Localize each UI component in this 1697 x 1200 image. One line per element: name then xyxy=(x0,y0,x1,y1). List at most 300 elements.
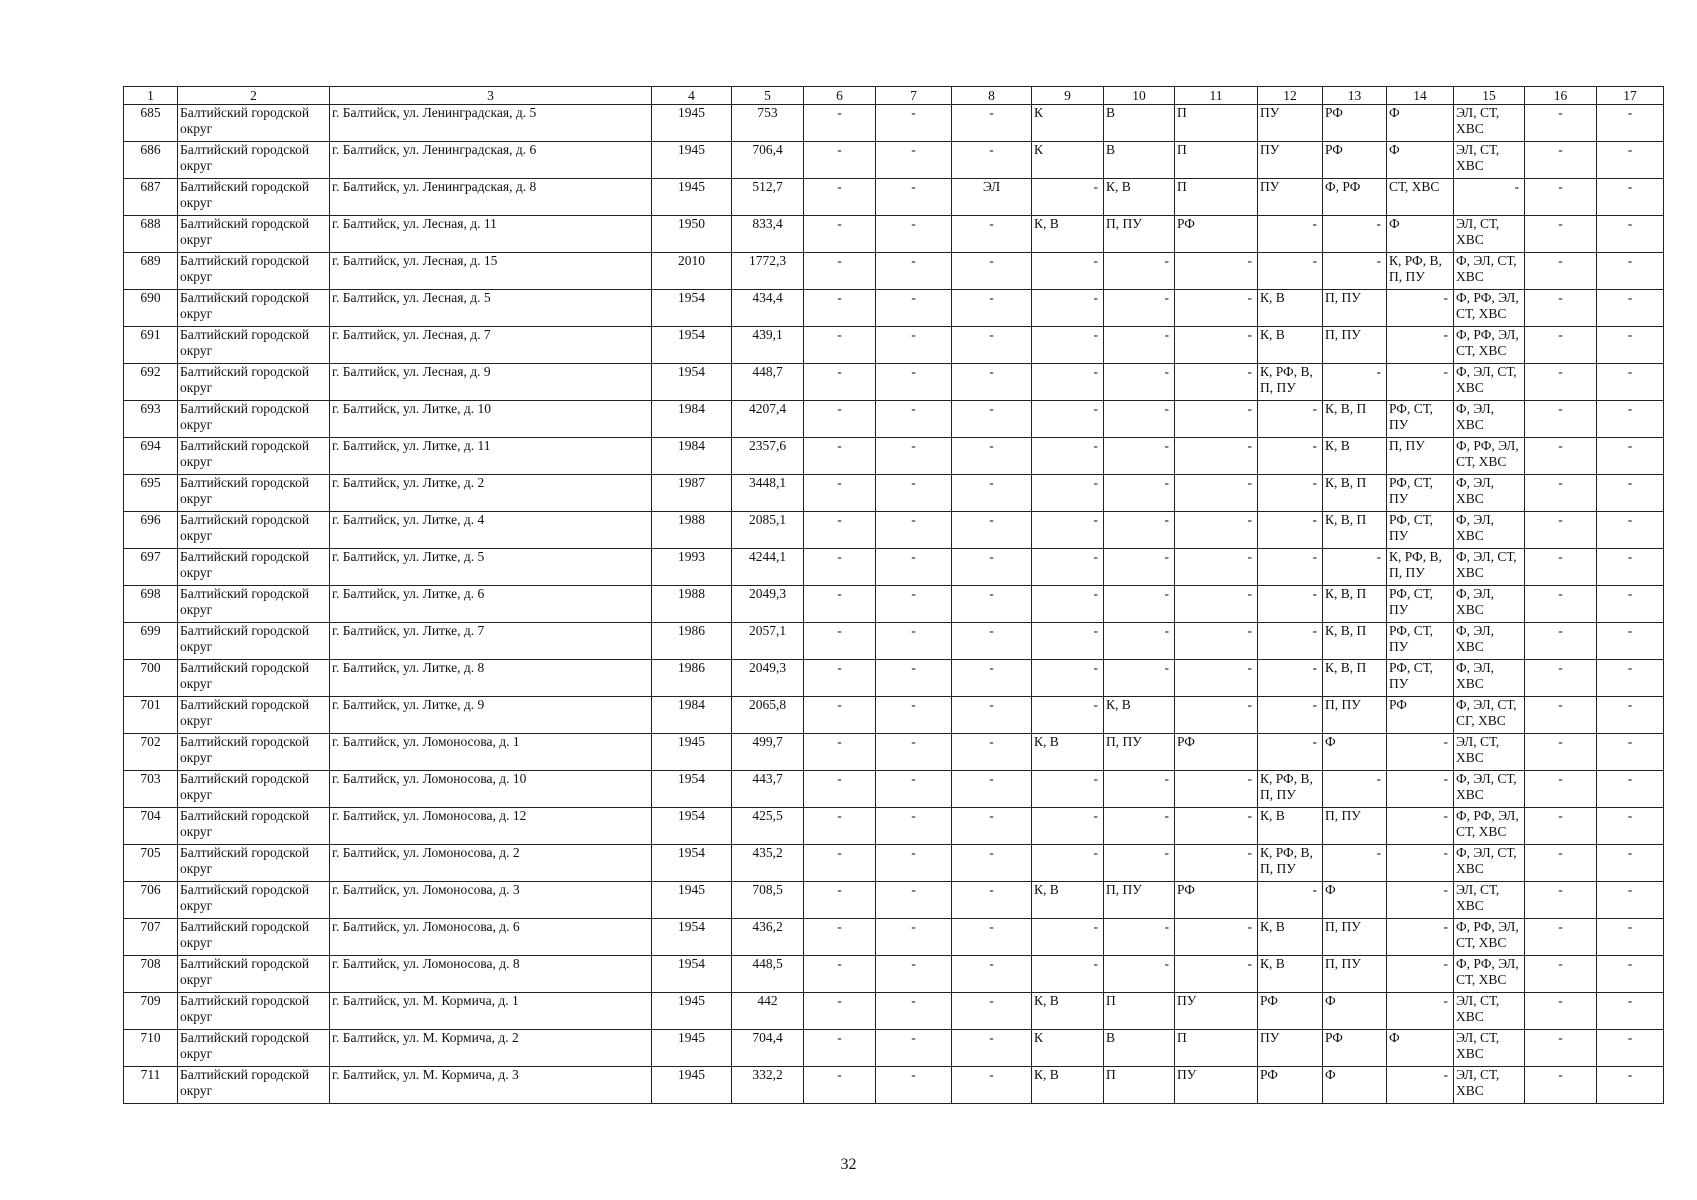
table-row xyxy=(124,438,1664,475)
table-row xyxy=(124,216,1664,253)
cell-col-13: П, ПУ xyxy=(1323,290,1387,327)
cell-row-number: 688 xyxy=(124,216,178,253)
cell-col-13: К, В, П xyxy=(1323,623,1387,660)
cell-area: 499,7 xyxy=(732,734,804,771)
cell-year-built: 2010 xyxy=(652,253,732,290)
cell-address: г. Балтийск, ул. Лесная, д. 5 xyxy=(330,290,652,327)
cell-col-11: - xyxy=(1175,549,1258,586)
cell-col-12: ПУ xyxy=(1258,179,1323,216)
cell-col-16: - xyxy=(1525,956,1597,993)
cell-col-6: - xyxy=(804,179,876,216)
cell-col-15: ЭЛ, СТ, ХВС xyxy=(1454,1067,1525,1104)
table-row xyxy=(124,549,1664,586)
cell-area: 4244,1 xyxy=(732,549,804,586)
cell-col-8: - xyxy=(952,364,1032,401)
cell-col-15: Ф, ЭЛ, СТ, ХВС xyxy=(1454,253,1525,290)
cell-col-10: - xyxy=(1104,660,1175,697)
cell-col-16: - xyxy=(1525,438,1597,475)
cell-year-built: 1954 xyxy=(652,845,732,882)
cell-municipality: Балтийский городской округ xyxy=(178,956,330,993)
cell-col-13: К, В xyxy=(1323,438,1387,475)
cell-col-10: - xyxy=(1104,512,1175,549)
cell-col-7: - xyxy=(876,919,952,956)
cell-year-built: 1984 xyxy=(652,438,732,475)
cell-col-6: - xyxy=(804,105,876,142)
cell-col-11: П xyxy=(1175,1030,1258,1067)
cell-area: 448,5 xyxy=(732,956,804,993)
cell-address: г. Балтийск, ул. Ломоносова, д. 2 xyxy=(330,845,652,882)
cell-col-15: Ф, ЭЛ, СТ, ХВС xyxy=(1454,364,1525,401)
cell-row-number: 711 xyxy=(124,1067,178,1104)
cell-col-9: - xyxy=(1032,623,1104,660)
cell-row-number: 696 xyxy=(124,512,178,549)
cell-col-15: Ф, ЭЛ, ХВС xyxy=(1454,401,1525,438)
cell-col-14: - xyxy=(1387,993,1454,1030)
cell-col-10: В xyxy=(1104,1030,1175,1067)
cell-col-12: ПУ xyxy=(1258,105,1323,142)
cell-col-7: - xyxy=(876,475,952,512)
column-header-8: 8 xyxy=(952,87,1032,105)
cell-col-11: ПУ xyxy=(1175,993,1258,1030)
column-header-2: 2 xyxy=(178,87,330,105)
cell-col-11: - xyxy=(1175,845,1258,882)
cell-year-built: 1945 xyxy=(652,179,732,216)
cell-area: 2049,3 xyxy=(732,586,804,623)
cell-col-14: К, РФ, В, П, ПУ xyxy=(1387,549,1454,586)
cell-col-15: Ф, ЭЛ, ХВС xyxy=(1454,512,1525,549)
cell-address: г. Балтийск, ул. Ломоносова, д. 12 xyxy=(330,808,652,845)
cell-col-17: - xyxy=(1597,734,1664,771)
cell-col-8: - xyxy=(952,697,1032,734)
cell-col-13: РФ xyxy=(1323,142,1387,179)
cell-row-number: 691 xyxy=(124,327,178,364)
cell-municipality: Балтийский городской округ xyxy=(178,105,330,142)
cell-col-15: Ф, РФ, ЭЛ, СТ, ХВС xyxy=(1454,438,1525,475)
cell-col-11: - xyxy=(1175,771,1258,808)
cell-col-6: - xyxy=(804,734,876,771)
cell-col-11: - xyxy=(1175,512,1258,549)
cell-row-number: 692 xyxy=(124,364,178,401)
cell-area: 425,5 xyxy=(732,808,804,845)
cell-row-number: 689 xyxy=(124,253,178,290)
cell-col-12: - xyxy=(1258,438,1323,475)
cell-col-9: - xyxy=(1032,660,1104,697)
cell-col-14: - xyxy=(1387,808,1454,845)
cell-col-9: К, В xyxy=(1032,882,1104,919)
cell-address: г. Балтийск, ул. Ломоносова, д. 1 xyxy=(330,734,652,771)
cell-address: г. Балтийск, ул. Ленинградская, д. 8 xyxy=(330,179,652,216)
cell-row-number: 707 xyxy=(124,919,178,956)
cell-col-6: - xyxy=(804,1030,876,1067)
cell-col-16: - xyxy=(1525,919,1597,956)
cell-municipality: Балтийский городской округ xyxy=(178,845,330,882)
column-header-17: 17 xyxy=(1597,87,1664,105)
cell-col-6: - xyxy=(804,142,876,179)
cell-col-10: - xyxy=(1104,771,1175,808)
cell-municipality: Балтийский городской округ xyxy=(178,549,330,586)
cell-col-9: - xyxy=(1032,956,1104,993)
cell-col-14: П, ПУ xyxy=(1387,438,1454,475)
cell-col-15: ЭЛ, СТ, ХВС xyxy=(1454,993,1525,1030)
cell-col-8: - xyxy=(952,475,1032,512)
cell-address: г. Балтийск, ул. Лесная, д. 11 xyxy=(330,216,652,253)
cell-year-built: 1986 xyxy=(652,660,732,697)
cell-col-14: РФ, СТ, ПУ xyxy=(1387,623,1454,660)
column-header-12: 12 xyxy=(1258,87,1323,105)
cell-col-9: К, В xyxy=(1032,993,1104,1030)
cell-col-8: - xyxy=(952,1030,1032,1067)
cell-col-10: - xyxy=(1104,845,1175,882)
cell-address: г. Балтийск, ул. Ломоносова, д. 8 xyxy=(330,956,652,993)
cell-col-8: - xyxy=(952,253,1032,290)
cell-col-13: П, ПУ xyxy=(1323,327,1387,364)
cell-municipality: Балтийский городской округ xyxy=(178,327,330,364)
cell-col-13: К, В, П xyxy=(1323,660,1387,697)
cell-col-9: К, В xyxy=(1032,734,1104,771)
table-row xyxy=(124,142,1664,179)
table-row xyxy=(124,808,1664,845)
cell-col-8: - xyxy=(952,845,1032,882)
cell-col-16: - xyxy=(1525,660,1597,697)
cell-col-15: Ф, ЭЛ, ХВС xyxy=(1454,660,1525,697)
cell-area: 704,4 xyxy=(732,1030,804,1067)
cell-col-13: К, В, П xyxy=(1323,512,1387,549)
cell-col-17: - xyxy=(1597,364,1664,401)
cell-col-9: - xyxy=(1032,401,1104,438)
cell-col-15: Ф, РФ, ЭЛ, СТ, ХВС xyxy=(1454,808,1525,845)
cell-col-6: - xyxy=(804,549,876,586)
cell-col-10: - xyxy=(1104,586,1175,623)
cell-col-14: РФ, СТ, ПУ xyxy=(1387,660,1454,697)
table-body xyxy=(124,105,1664,1104)
cell-col-8: - xyxy=(952,290,1032,327)
cell-col-7: - xyxy=(876,1067,952,1104)
cell-col-9: - xyxy=(1032,290,1104,327)
cell-area: 434,4 xyxy=(732,290,804,327)
cell-address: г. Балтийск, ул. Ленинградская, д. 6 xyxy=(330,142,652,179)
cell-col-7: - xyxy=(876,290,952,327)
table-row xyxy=(124,586,1664,623)
cell-col-14: - xyxy=(1387,1067,1454,1104)
table-row xyxy=(124,697,1664,734)
cell-col-15: ЭЛ, СТ, ХВС xyxy=(1454,142,1525,179)
cell-col-9: - xyxy=(1032,512,1104,549)
cell-col-9: К xyxy=(1032,105,1104,142)
cell-area: 435,2 xyxy=(732,845,804,882)
cell-col-13: - xyxy=(1323,253,1387,290)
cell-col-13: РФ xyxy=(1323,1030,1387,1067)
cell-col-12: - xyxy=(1258,660,1323,697)
cell-col-10: - xyxy=(1104,919,1175,956)
cell-municipality: Балтийский городской округ xyxy=(178,142,330,179)
column-header-10: 10 xyxy=(1104,87,1175,105)
cell-col-8: - xyxy=(952,438,1032,475)
cell-col-16: - xyxy=(1525,993,1597,1030)
cell-col-17: - xyxy=(1597,253,1664,290)
cell-col-11: - xyxy=(1175,586,1258,623)
cell-col-6: - xyxy=(804,216,876,253)
cell-col-13: Ф xyxy=(1323,1067,1387,1104)
cell-col-13: - xyxy=(1323,549,1387,586)
cell-col-10: П xyxy=(1104,993,1175,1030)
cell-year-built: 1988 xyxy=(652,512,732,549)
cell-col-9: - xyxy=(1032,808,1104,845)
cell-col-10: П, ПУ xyxy=(1104,216,1175,253)
table-header-row xyxy=(124,87,1664,105)
cell-col-11: - xyxy=(1175,401,1258,438)
cell-year-built: 1945 xyxy=(652,993,732,1030)
cell-col-8: - xyxy=(952,401,1032,438)
cell-col-6: - xyxy=(804,808,876,845)
cell-col-8: - xyxy=(952,734,1032,771)
column-header-3: 3 xyxy=(330,87,652,105)
cell-col-7: - xyxy=(876,401,952,438)
cell-col-7: - xyxy=(876,623,952,660)
cell-year-built: 1954 xyxy=(652,290,732,327)
cell-col-12: - xyxy=(1258,623,1323,660)
cell-municipality: Балтийский городской округ xyxy=(178,179,330,216)
cell-col-14: Ф xyxy=(1387,1030,1454,1067)
cell-col-17: - xyxy=(1597,512,1664,549)
cell-col-7: - xyxy=(876,1030,952,1067)
cell-area: 443,7 xyxy=(732,771,804,808)
cell-col-8: - xyxy=(952,660,1032,697)
cell-area: 436,2 xyxy=(732,919,804,956)
cell-municipality: Балтийский городской округ xyxy=(178,1030,330,1067)
cell-address: г. Балтийск, ул. Литке, д. 4 xyxy=(330,512,652,549)
cell-col-17: - xyxy=(1597,475,1664,512)
column-header-13: 13 xyxy=(1323,87,1387,105)
cell-col-8: - xyxy=(952,771,1032,808)
cell-col-6: - xyxy=(804,660,876,697)
cell-area: 708,5 xyxy=(732,882,804,919)
cell-col-6: - xyxy=(804,697,876,734)
cell-col-15: ЭЛ, СТ, ХВС xyxy=(1454,882,1525,919)
cell-col-13: Ф xyxy=(1323,993,1387,1030)
cell-col-12: РФ xyxy=(1258,993,1323,1030)
cell-col-16: - xyxy=(1525,771,1597,808)
cell-col-17: - xyxy=(1597,586,1664,623)
cell-col-7: - xyxy=(876,142,952,179)
cell-year-built: 1954 xyxy=(652,771,732,808)
cell-area: 3448,1 xyxy=(732,475,804,512)
cell-col-16: - xyxy=(1525,105,1597,142)
table-row xyxy=(124,327,1664,364)
cell-col-17: - xyxy=(1597,105,1664,142)
cell-municipality: Балтийский городской округ xyxy=(178,734,330,771)
cell-col-11: - xyxy=(1175,438,1258,475)
cell-col-11: РФ xyxy=(1175,882,1258,919)
cell-col-8: - xyxy=(952,549,1032,586)
cell-col-14: - xyxy=(1387,845,1454,882)
cell-row-number: 699 xyxy=(124,623,178,660)
cell-year-built: 1987 xyxy=(652,475,732,512)
column-header-5: 5 xyxy=(732,87,804,105)
cell-col-11: П xyxy=(1175,179,1258,216)
cell-col-11: - xyxy=(1175,956,1258,993)
cell-col-13: - xyxy=(1323,216,1387,253)
table-row xyxy=(124,660,1664,697)
cell-col-11: - xyxy=(1175,290,1258,327)
cell-col-13: П, ПУ xyxy=(1323,808,1387,845)
cell-col-15: ЭЛ, СТ, ХВС xyxy=(1454,216,1525,253)
cell-area: 512,7 xyxy=(732,179,804,216)
cell-col-8: - xyxy=(952,808,1032,845)
cell-year-built: 1984 xyxy=(652,401,732,438)
table-row xyxy=(124,993,1664,1030)
cell-col-13: РФ xyxy=(1323,105,1387,142)
cell-col-7: - xyxy=(876,105,952,142)
cell-municipality: Балтийский городской округ xyxy=(178,253,330,290)
cell-row-number: 701 xyxy=(124,697,178,734)
cell-col-11: - xyxy=(1175,623,1258,660)
cell-col-12: ПУ xyxy=(1258,1030,1323,1067)
cell-col-14: К, РФ, В, П, ПУ xyxy=(1387,253,1454,290)
cell-col-9: - xyxy=(1032,475,1104,512)
table-row xyxy=(124,1067,1664,1104)
cell-address: г. Балтийск, ул. Лесная, д. 7 xyxy=(330,327,652,364)
cell-col-17: - xyxy=(1597,882,1664,919)
cell-year-built: 1954 xyxy=(652,808,732,845)
cell-col-11: РФ xyxy=(1175,216,1258,253)
cell-area: 2057,1 xyxy=(732,623,804,660)
cell-address: г. Балтийск, ул. Литке, д. 9 xyxy=(330,697,652,734)
cell-col-17: - xyxy=(1597,660,1664,697)
cell-col-12: - xyxy=(1258,216,1323,253)
cell-col-9: К, В xyxy=(1032,216,1104,253)
cell-municipality: Балтийский городской округ xyxy=(178,623,330,660)
cell-col-15: ЭЛ, СТ, ХВС xyxy=(1454,1030,1525,1067)
cell-address: г. Балтийск, ул. Литке, д. 11 xyxy=(330,438,652,475)
cell-col-16: - xyxy=(1525,475,1597,512)
cell-address: г. Балтийск, ул. Литке, д. 2 xyxy=(330,475,652,512)
cell-col-16: - xyxy=(1525,512,1597,549)
cell-col-9: - xyxy=(1032,697,1104,734)
table-row xyxy=(124,919,1664,956)
cell-col-11: РФ xyxy=(1175,734,1258,771)
cell-col-17: - xyxy=(1597,290,1664,327)
cell-col-15: Ф, ЭЛ, ХВС xyxy=(1454,623,1525,660)
cell-col-12: - xyxy=(1258,882,1323,919)
cell-row-number: 690 xyxy=(124,290,178,327)
cell-col-11: П xyxy=(1175,105,1258,142)
cell-row-number: 705 xyxy=(124,845,178,882)
cell-col-6: - xyxy=(804,586,876,623)
cell-col-9: К xyxy=(1032,1030,1104,1067)
cell-municipality: Балтийский городской округ xyxy=(178,216,330,253)
cell-col-14: РФ xyxy=(1387,697,1454,734)
cell-col-10: В xyxy=(1104,105,1175,142)
column-header-15: 15 xyxy=(1454,87,1525,105)
cell-col-6: - xyxy=(804,993,876,1030)
cell-col-10: К, В xyxy=(1104,697,1175,734)
cell-col-6: - xyxy=(804,401,876,438)
cell-col-17: - xyxy=(1597,549,1664,586)
table-row xyxy=(124,623,1664,660)
cell-municipality: Балтийский городской округ xyxy=(178,290,330,327)
cell-municipality: Балтийский городской округ xyxy=(178,882,330,919)
cell-col-17: - xyxy=(1597,179,1664,216)
cell-col-16: - xyxy=(1525,290,1597,327)
cell-col-14: - xyxy=(1387,771,1454,808)
cell-col-16: - xyxy=(1525,697,1597,734)
cell-year-built: 1954 xyxy=(652,364,732,401)
cell-col-16: - xyxy=(1525,734,1597,771)
cell-col-16: - xyxy=(1525,1030,1597,1067)
cell-municipality: Балтийский городской округ xyxy=(178,771,330,808)
cell-area: 2065,8 xyxy=(732,697,804,734)
cell-col-10: - xyxy=(1104,401,1175,438)
cell-area: 448,7 xyxy=(732,364,804,401)
cell-row-number: 693 xyxy=(124,401,178,438)
cell-col-13: Ф, РФ xyxy=(1323,179,1387,216)
cell-col-6: - xyxy=(804,364,876,401)
column-header-4: 4 xyxy=(652,87,732,105)
cell-col-9: - xyxy=(1032,586,1104,623)
cell-col-17: - xyxy=(1597,1067,1664,1104)
cell-col-14: - xyxy=(1387,956,1454,993)
cell-municipality: Балтийский городской округ xyxy=(178,438,330,475)
cell-col-12: - xyxy=(1258,697,1323,734)
cell-col-14: - xyxy=(1387,364,1454,401)
cell-col-6: - xyxy=(804,475,876,512)
cell-col-10: - xyxy=(1104,290,1175,327)
cell-col-12: - xyxy=(1258,253,1323,290)
cell-year-built: 1988 xyxy=(652,586,732,623)
cell-area: 332,2 xyxy=(732,1067,804,1104)
cell-col-15: Ф, РФ, ЭЛ, СТ, ХВС xyxy=(1454,327,1525,364)
table-row xyxy=(124,253,1664,290)
cell-col-6: - xyxy=(804,290,876,327)
cell-col-14: Ф xyxy=(1387,216,1454,253)
cell-col-7: - xyxy=(876,327,952,364)
cell-municipality: Балтийский городской округ xyxy=(178,1067,330,1104)
cell-col-15: Ф, РФ, ЭЛ, СТ, ХВС xyxy=(1454,956,1525,993)
cell-year-built: 1945 xyxy=(652,1030,732,1067)
cell-area: 439,1 xyxy=(732,327,804,364)
cell-col-6: - xyxy=(804,1067,876,1104)
cell-row-number: 708 xyxy=(124,956,178,993)
cell-area: 2085,1 xyxy=(732,512,804,549)
cell-col-7: - xyxy=(876,660,952,697)
cell-row-number: 686 xyxy=(124,142,178,179)
cell-col-13: Ф xyxy=(1323,734,1387,771)
cell-col-15: Ф, РФ, ЭЛ, СТ, ХВС xyxy=(1454,919,1525,956)
cell-col-15: Ф, ЭЛ, ХВС xyxy=(1454,475,1525,512)
cell-col-10: П xyxy=(1104,1067,1175,1104)
cell-col-12: К, В xyxy=(1258,327,1323,364)
cell-col-15: Ф, ЭЛ, СТ, СГ, ХВС xyxy=(1454,697,1525,734)
cell-col-8: - xyxy=(952,586,1032,623)
cell-row-number: 697 xyxy=(124,549,178,586)
cell-col-17: - xyxy=(1597,142,1664,179)
cell-col-9: - xyxy=(1032,438,1104,475)
cell-col-10: - xyxy=(1104,253,1175,290)
column-header-6: 6 xyxy=(804,87,876,105)
cell-year-built: 1954 xyxy=(652,327,732,364)
cell-col-7: - xyxy=(876,771,952,808)
cell-address: г. Балтийск, ул. Ленинградская, д. 5 xyxy=(330,105,652,142)
cell-col-12: К, В xyxy=(1258,290,1323,327)
page-number: 32 xyxy=(840,1156,857,1173)
cell-year-built: 1986 xyxy=(652,623,732,660)
cell-row-number: 710 xyxy=(124,1030,178,1067)
cell-col-10: - xyxy=(1104,623,1175,660)
cell-col-11: - xyxy=(1175,475,1258,512)
cell-year-built: 1945 xyxy=(652,882,732,919)
cell-col-14: - xyxy=(1387,290,1454,327)
cell-col-12: - xyxy=(1258,586,1323,623)
